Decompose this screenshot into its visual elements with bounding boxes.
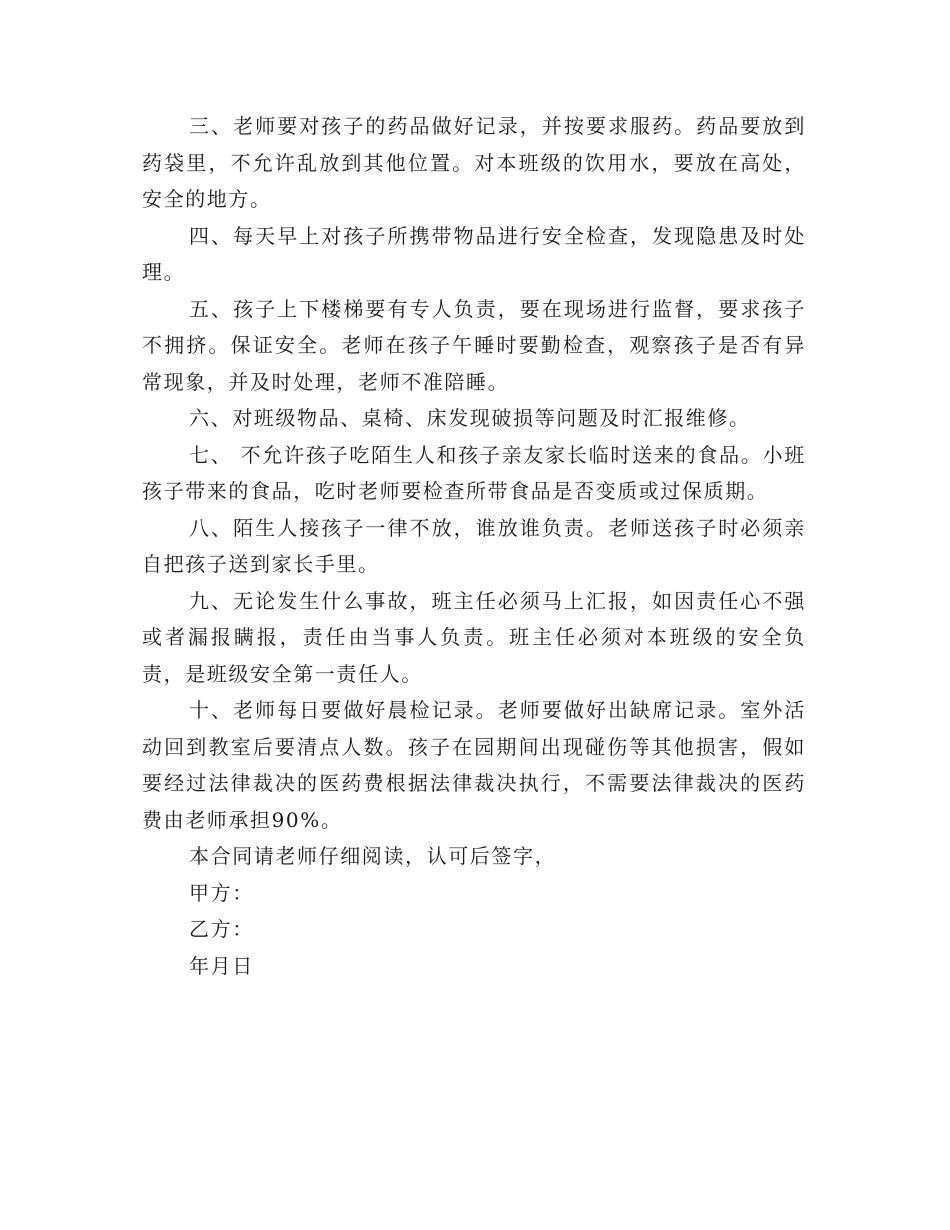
document-body (142, 108, 806, 984)
clause-3: 三、老师要对孩子的药品做好记录，并按要求服药。药品要放到药袋里，不允许乱放到其他位置。对本班级的饮用水，要放在高处，安全的地方。 (142, 114, 806, 211)
date-line: 年月日 (189, 953, 254, 978)
clause-9: 九、无论发生什么事故，班主任必须马上汇报，如因责任心不强或者漏报瞒报，责任由当事人负责。班主任必须对本班级的安全负责，是班级安全第一责任人。 (142, 588, 806, 686)
closing-note: 本合同请老师仔细阅读，认可后签字， (189, 844, 557, 868)
clause-10: 十、老师每日要做好晨检记录。老师要做好出缺席记录。室外活动回到教室后要清点人数。孩子在园期间出现碰伤等其他损害，假如要经过法律裁决的医药费根据法律裁决执行，不需要法律裁决的医药费由老师承担90%。 (142, 698, 806, 832)
clause-7: 七、 不允许孩子吃陌生人和孩子亲友家长临时送来的食品。小班孩子带来的食品，吃时老师要检查所带食品是否变质或过保质期。 (142, 442, 806, 503)
clause-8: 八、陌生人接孩子一律不放，谁放谁负责。老师送孩子时必须亲自把孩子送到家长手里。 (142, 515, 806, 576)
clause-5: 五、孩子上下楼梯要有专人负责，要在现场进行监督，要求孩子不拥挤。保证安全。老师在孩子午睡时要勤检查，观察孩子是否有异常现象，并及时处理，老师不准陪睡。 (142, 296, 806, 394)
party-b-signature-line: 乙方： (189, 917, 254, 941)
clause-4: 四、每天早上对孩子所携带物品进行安全检查，发现隐患及时处理。 (142, 223, 806, 284)
party-a-signature-line: 甲方： (189, 880, 254, 905)
clause-6: 六、对班级物品、桌椅、床发现破损等问题及时汇报维修。 (189, 406, 751, 430)
